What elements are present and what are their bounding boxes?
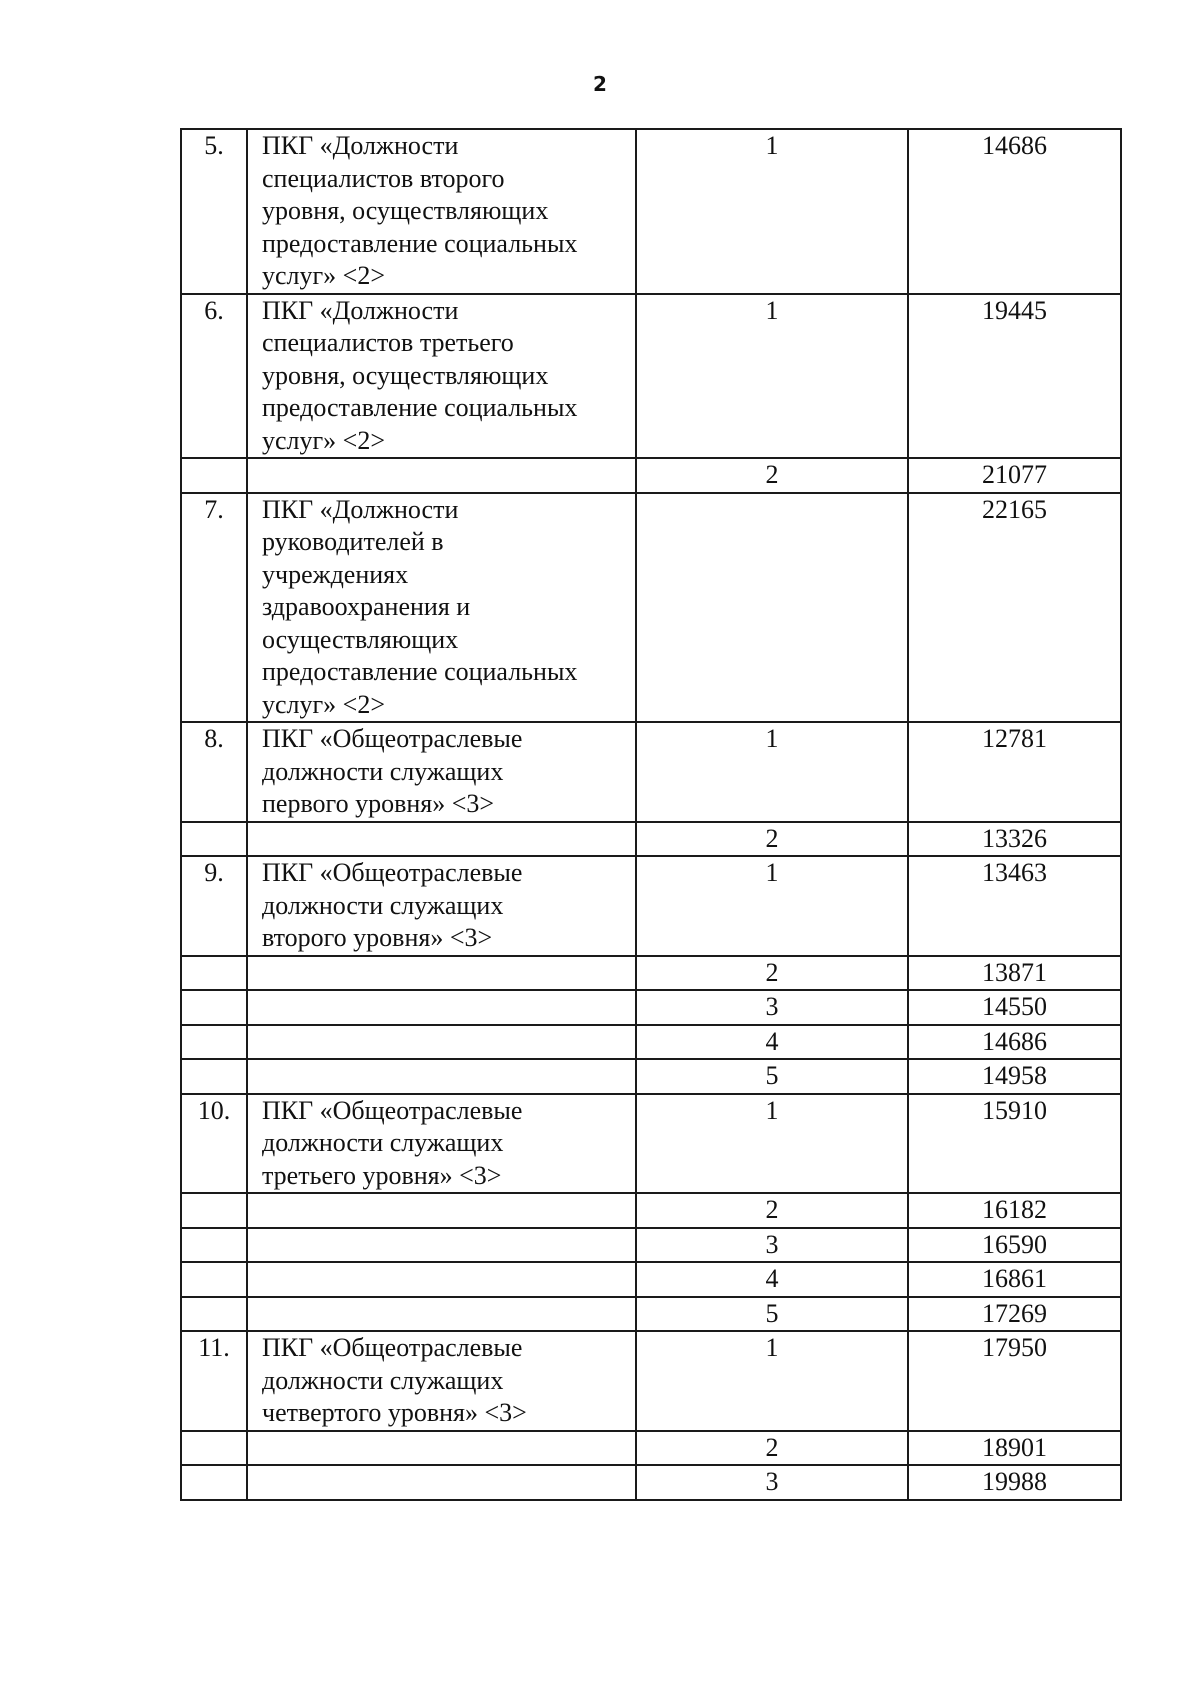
qualification-level: 1 (636, 129, 908, 294)
group-name-line: специалистов третьего (262, 328, 514, 357)
group-name (247, 1331, 636, 1431)
group-name-line: ПКГ «Общеотраслевые (262, 724, 523, 753)
table-row (181, 458, 1121, 493)
table-row (181, 990, 1121, 1025)
row-number (181, 1262, 247, 1297)
salary-value: 14686 (908, 129, 1121, 294)
qualification-level: 4 (636, 1025, 908, 1060)
group-name-line: ПКГ «Должности (262, 494, 459, 524)
salary-value: 16590 (908, 1228, 1121, 1263)
qualification-level: 1 (636, 722, 908, 822)
group-name (247, 1228, 636, 1263)
row-number (181, 1297, 247, 1332)
salary-value: 19445 (908, 294, 1121, 459)
salary-value: 14958 (908, 1059, 1121, 1094)
table-body (181, 129, 1121, 1500)
qualification-level: 2 (636, 956, 908, 991)
group-name-line: ПКГ «Должности (262, 131, 459, 160)
group-name-line: услуг» <2> (262, 261, 386, 290)
group-name-line: четвертого уровня» <3> (262, 1398, 527, 1427)
table-row (181, 956, 1121, 991)
table-row (181, 129, 1121, 294)
qualification-level: 1 (636, 294, 908, 459)
group-name (247, 1431, 636, 1466)
group-name-line: должности служащих (262, 1365, 504, 1395)
qualification-level (636, 493, 908, 723)
group-name (247, 722, 636, 822)
row-number (181, 1228, 247, 1263)
group-name-line: учреждениях (262, 559, 409, 589)
group-name (247, 1025, 636, 1060)
group-name (247, 493, 636, 723)
salary-value: 19988 (908, 1465, 1121, 1500)
qualification-level: 3 (636, 990, 908, 1025)
group-name (247, 856, 636, 956)
group-name-line: уровня, осуществляющих (262, 196, 549, 225)
row-number: 11. (181, 1331, 247, 1431)
group-name-line: ПКГ «Общеотраслевые (262, 1095, 523, 1125)
row-number (181, 1431, 247, 1466)
salary-value: 13326 (908, 822, 1121, 857)
qualification-level: 4 (636, 1262, 908, 1297)
salary-value: 16861 (908, 1262, 1121, 1297)
group-name (247, 822, 636, 857)
page-number: 2 (593, 72, 607, 96)
group-name-line: уровня, осуществляющих (262, 360, 549, 390)
row-number: 10. (181, 1094, 247, 1194)
table-row (181, 1025, 1121, 1060)
salary-value: 14550 (908, 990, 1121, 1025)
group-name (247, 1262, 636, 1297)
row-number (181, 1465, 247, 1500)
group-name-line: первого уровня» <3> (262, 789, 495, 818)
table-row (181, 1262, 1121, 1297)
group-name-line: ПКГ «Должности (262, 295, 459, 325)
group-name-line: здравоохранения и (262, 592, 471, 621)
row-number (181, 956, 247, 991)
table-row (181, 1331, 1121, 1431)
group-name-line: предоставление социальных (262, 228, 578, 258)
row-number: 8. (181, 722, 247, 822)
table-row (181, 822, 1121, 857)
row-number: 6. (181, 294, 247, 459)
salary-value: 15910 (908, 1094, 1121, 1194)
group-name (247, 990, 636, 1025)
qualification-level: 1 (636, 1331, 908, 1431)
salary-value: 18901 (908, 1431, 1121, 1466)
qualification-level: 2 (636, 458, 908, 493)
group-name (247, 129, 636, 294)
group-name-line: предоставление социальных (262, 657, 578, 686)
qualification-level: 5 (636, 1059, 908, 1094)
table-row (181, 1059, 1121, 1094)
row-number (181, 1059, 247, 1094)
group-name-line: ПКГ «Общеотраслевые (262, 858, 523, 887)
group-name-line: ПКГ «Общеотраслевые (262, 1333, 523, 1362)
row-number: 9. (181, 856, 247, 956)
qualification-level: 2 (636, 1193, 908, 1228)
qualification-level: 3 (636, 1228, 908, 1263)
row-number: 7. (181, 493, 247, 723)
qualification-level: 3 (636, 1465, 908, 1500)
table-row (181, 1094, 1121, 1194)
group-name (247, 1193, 636, 1228)
salary-value: 12781 (908, 722, 1121, 822)
table-row (181, 722, 1121, 822)
salary-value: 16182 (908, 1193, 1121, 1228)
group-name-line: предоставление социальных (262, 393, 578, 422)
group-name-line: услуг» <2> (262, 689, 386, 719)
table-row (181, 1228, 1121, 1263)
group-name-line: руководителей в (262, 527, 444, 556)
salary-value: 22165 (908, 493, 1121, 723)
salary-value: 17950 (908, 1331, 1121, 1431)
group-name-line: специалистов второго (262, 163, 505, 193)
salary-value: 17269 (908, 1297, 1121, 1332)
row-number: 5. (181, 129, 247, 294)
salary-value: 21077 (908, 458, 1121, 493)
table-row (181, 856, 1121, 956)
group-name (247, 1465, 636, 1500)
salary-table (180, 128, 1122, 1501)
salary-value: 13871 (908, 956, 1121, 991)
group-name-line: должности служащих (262, 1128, 504, 1157)
row-number (181, 1025, 247, 1060)
group-name (247, 1059, 636, 1094)
group-name-line: должности служащих (262, 756, 504, 786)
qualification-level: 2 (636, 822, 908, 857)
qualification-level: 5 (636, 1297, 908, 1332)
row-number (181, 822, 247, 857)
group-name-line: услуг» <2> (262, 425, 386, 455)
group-name (247, 1297, 636, 1332)
table-row (181, 1465, 1121, 1500)
row-number (181, 458, 247, 493)
table-row (181, 1431, 1121, 1466)
group-name-line: второго уровня» <3> (262, 923, 493, 952)
group-name (247, 1094, 636, 1194)
table-row (181, 1297, 1121, 1332)
group-name (247, 458, 636, 493)
qualification-level: 1 (636, 1094, 908, 1194)
table-row (181, 493, 1121, 723)
row-number (181, 990, 247, 1025)
salary-value: 13463 (908, 856, 1121, 956)
group-name (247, 294, 636, 459)
table-row (181, 294, 1121, 459)
row-number (181, 1193, 247, 1228)
table-row (181, 1193, 1121, 1228)
group-name-line: осуществляющих (262, 624, 459, 654)
group-name (247, 956, 636, 991)
group-name-line: третьего уровня» <3> (262, 1160, 502, 1190)
group-name-line: должности служащих (262, 890, 504, 920)
salary-value: 14686 (908, 1025, 1121, 1060)
qualification-level: 1 (636, 856, 908, 956)
qualification-level: 2 (636, 1431, 908, 1466)
